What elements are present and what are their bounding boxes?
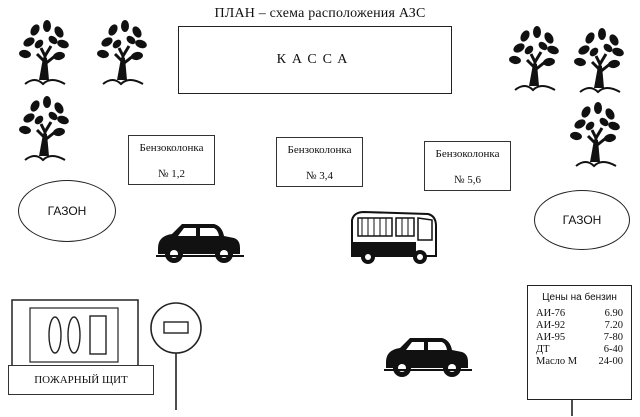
fuel-price: 6-40 — [603, 344, 623, 355]
pump-5-6 — [424, 141, 511, 191]
fuel-name: АИ-76 — [536, 308, 566, 319]
tree-icon — [15, 18, 75, 88]
fuel-price: 7.20 — [604, 320, 623, 331]
pump-label: Бензоколонка — [435, 148, 500, 160]
price-row — [528, 320, 631, 332]
fire-shield-label: ПОЖАРНЫЙ ЩИТ — [8, 365, 154, 395]
tree-icon — [15, 94, 75, 164]
kassa-building — [178, 26, 452, 94]
pump-number: № 5,6 — [454, 173, 481, 186]
pump-1-2 — [128, 135, 215, 185]
lawn-right — [534, 190, 630, 250]
car-icon — [380, 336, 476, 384]
page-title: ПЛАН – схема расположения АЗС — [214, 6, 426, 21]
lawn-left — [18, 180, 116, 242]
car-icon — [152, 222, 248, 270]
road-sign-icon — [148, 300, 204, 412]
price-board — [527, 285, 632, 400]
lawn-label: ГАЗОН — [47, 204, 87, 218]
fuel-price: 7-80 — [603, 332, 623, 343]
bus-icon — [348, 210, 438, 266]
lawn-label: ГАЗОН — [562, 213, 602, 227]
kassa-label: КАССА — [276, 52, 354, 67]
fuel-price: 24-00 — [598, 356, 623, 367]
fuel-name: Масло М — [536, 356, 578, 367]
tree-icon — [93, 18, 153, 88]
fuel-name: ДТ — [536, 344, 550, 355]
tree-icon — [570, 26, 630, 96]
fuel-name: АИ-92 — [536, 320, 566, 331]
fuel-name: АИ-95 — [536, 332, 566, 343]
pump-label: Бензоколонка — [287, 144, 352, 156]
price-board-heading: Цены на бензин — [542, 292, 617, 303]
tree-icon — [505, 24, 565, 94]
fire-shield-icon — [10, 298, 142, 368]
pump-label: Бензоколонка — [139, 142, 204, 154]
price-row — [528, 332, 631, 344]
price-row — [528, 344, 631, 356]
fuel-price: 6.90 — [604, 308, 623, 319]
pump-3-4 — [276, 137, 363, 187]
tree-icon — [566, 100, 626, 170]
pump-number: № 1,2 — [158, 167, 185, 180]
price-row — [528, 308, 631, 320]
price-row — [528, 356, 631, 368]
pump-number: № 3,4 — [306, 169, 333, 182]
